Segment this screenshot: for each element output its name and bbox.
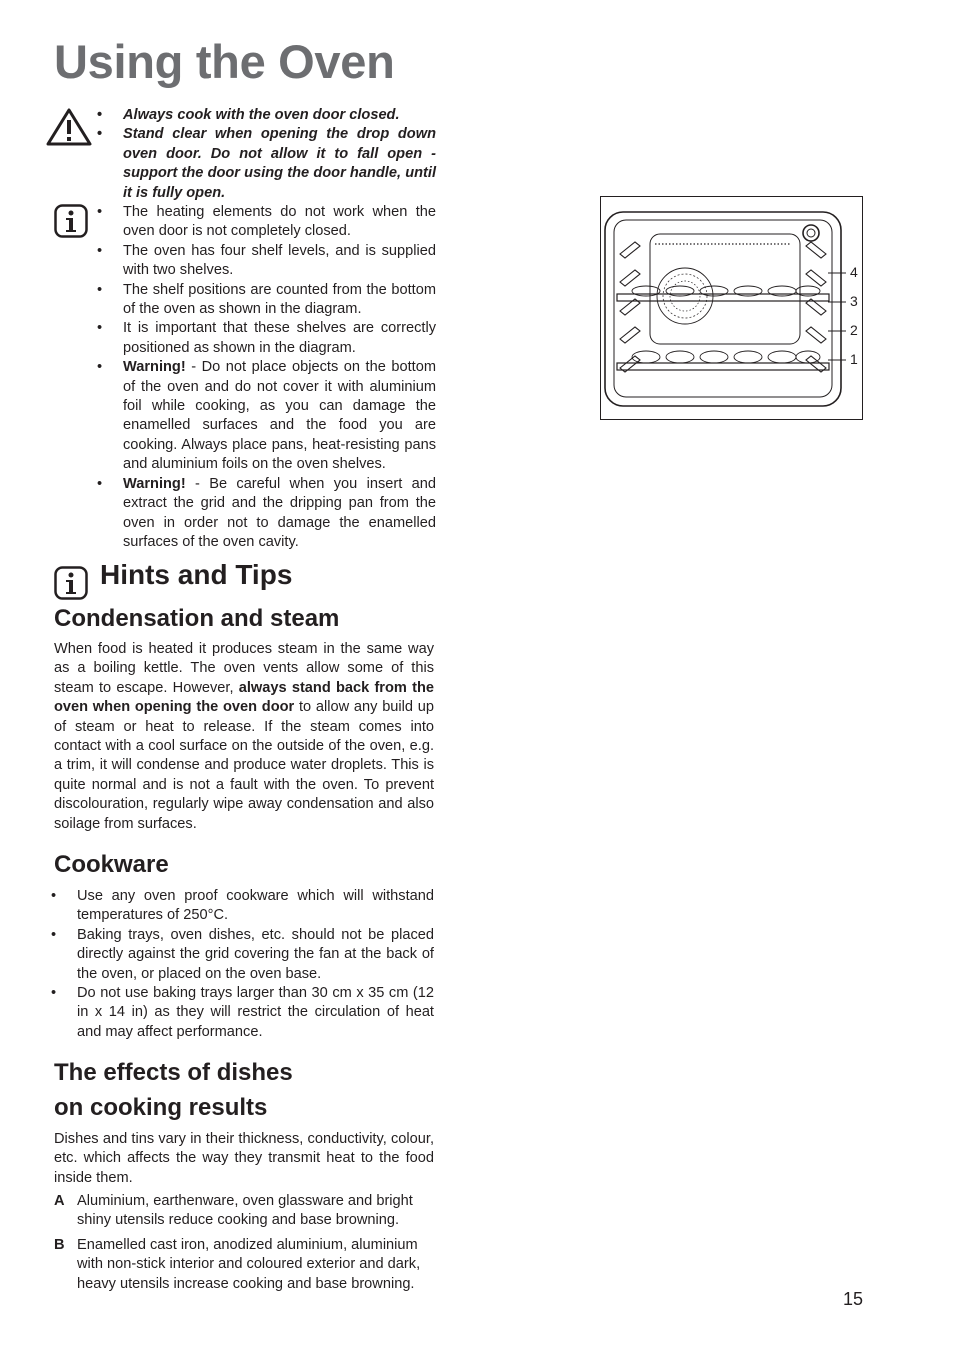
oven-cavity-illustration — [600, 196, 863, 420]
warning-item: • Stand clear when opening the drop down oven door. Do not allow it to fall open - support the door using the door handle, until it is fully open. — [97, 126, 436, 201]
effects-heading-line2: on cooking results — [54, 1094, 268, 1121]
info-icon — [54, 566, 88, 600]
info-item: • The oven has four shelf levels, and is supplied with two shelves. — [97, 242, 436, 279]
warning-icon — [45, 107, 93, 147]
page-number: 15 — [843, 1289, 864, 1309]
condensation-heading: Condensation and steam — [54, 605, 340, 632]
info-list — [97, 203, 436, 552]
shelf-label-1: 1 — [850, 351, 858, 367]
oven-shelf-diagram — [600, 196, 863, 420]
shelf-label-4: 4 — [850, 264, 858, 280]
hints-heading: Hints and Tips — [100, 559, 293, 590]
effects-heading-line1: The effects of dishes — [54, 1059, 293, 1086]
info-item: • It is important that these shelves are correctly positioned as shown in the diagram. — [97, 320, 436, 356]
cookware-heading: Cookware — [54, 851, 169, 878]
shelf-label-2: 2 — [850, 322, 858, 338]
info-item: • Warning! - Be careful when you insert and extract the grid and the dripping pan from the oven in order not to damage the enamelled surfaces of the oven cavity. — [97, 475, 436, 550]
cookware-list — [51, 887, 434, 1042]
cookware-item: • Do not use baking trays larger than 30 cm x 35 cm (12 in x 14 in) as they will restrict the circulation of heat and may affect performance. — [51, 985, 434, 1040]
cookware-item: • Baking trays, oven dishes, etc. should not be placed directly against the grid covering the fan at the back of the oven, or placed on the oven base. — [51, 926, 434, 982]
warning-list — [97, 106, 436, 203]
warning-item: • Always cook with the oven door closed. — [97, 107, 400, 123]
effects-intro: Dishes and tins vary in their thickness, conductivity, colour, etc. which affects the way they transmit heat to the food inside them. — [54, 1131, 434, 1186]
cookware-item: • Use any oven proof cookware which will withstand temperatures of 250°C. — [51, 888, 434, 924]
condensation-paragraph: When food is heated it produces steam in the same way as a boiling kettle. The oven vents allow some of this steam to escape. However, always stand back from the oven when opening the oven door to allow any build up of steam or heat to release. If the steam comes into contact with a cool surface on the outside of the oven, e.g. a trim, it will condense and produce water droplets. This is quite normal and is not a fault with the oven. To prevent discolouration, regularly wipe away condensation and also soilage from surfaces. — [54, 641, 435, 832]
info-item: • The shelf positions are counted from the bottom of the oven as shown in the diagram. — [97, 281, 436, 318]
info-icon — [54, 204, 88, 238]
effects-item-a: A Aluminium, earthenware, oven glassware and bright shiny utensils reduce cooking and base browning. — [54, 1193, 413, 1229]
info-item: • The heating elements do not work when the oven door is not completely closed. — [97, 204, 436, 240]
page-title: Using the Oven — [54, 35, 395, 88]
shelf-label-3: 3 — [850, 293, 858, 309]
info-item: • Warning! - Do not place objects on the bottom of the oven and do not cover it with aluminium foil while cooking, as you can damage the enamelled surfaces and the food you are cooking. Always place pans, heat-resisting pans and aluminium foils on the oven shelves. — [97, 359, 436, 473]
effects-item-b: B Enamelled cast iron, anodized aluminium, aluminium with non-stick interior and coloured exterior and dark, heavy utensils increase cooking and base browning. — [54, 1237, 421, 1292]
